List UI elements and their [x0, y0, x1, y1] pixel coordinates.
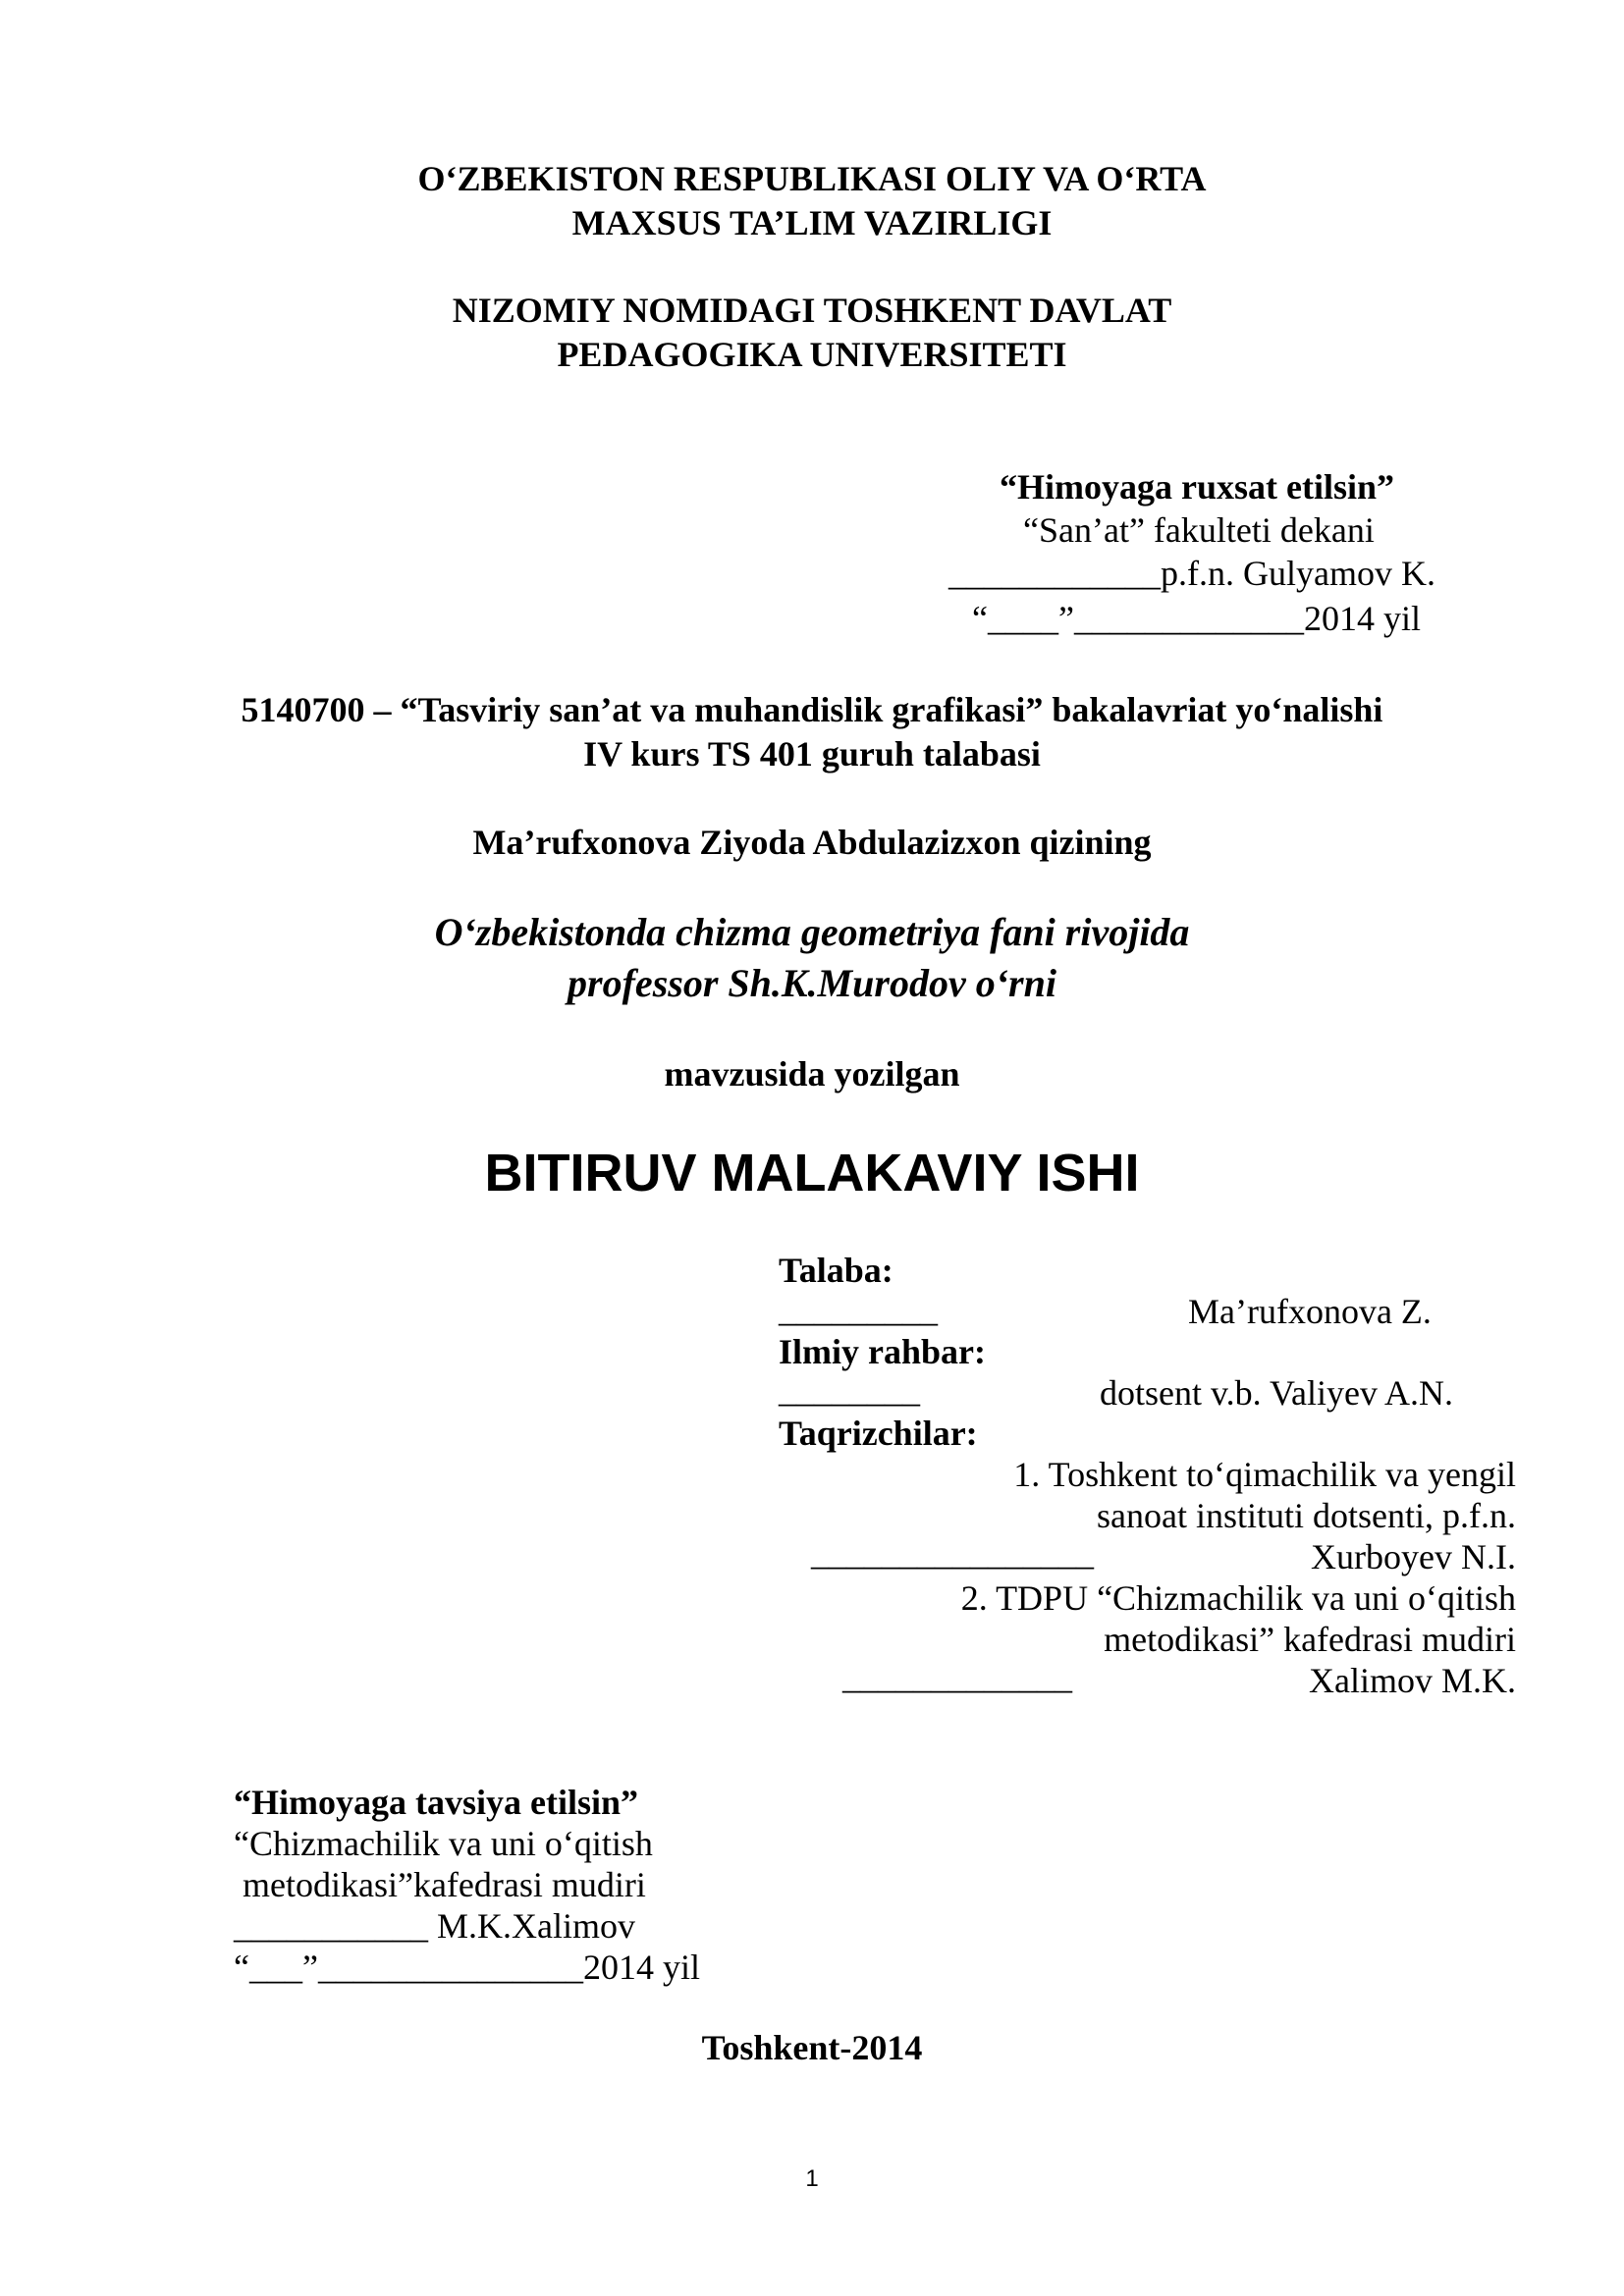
program-line-1: 5140700 – “Tasviriy san’at va muhandislik grafikasi” bakalavriat yo‘nalishi [241, 690, 1383, 729]
ministry-line-2: MAXSUS TA’LIM VAZIRLIGI [571, 203, 1053, 242]
approval-bottom-title: “Himoyaga tavsiya etilsin” [234, 1783, 638, 1822]
reviewer-2-line-1: 2. TDPU “Chizmachilik va uni o‘qitish [960, 1578, 1516, 1618]
student-name: Ma’rufxonova Z. [1188, 1292, 1432, 1331]
program-line-2: IV kurs TS 401 guruh talabasi [583, 734, 1041, 774]
approval-top-title: “Himoyaga ruxsat etilsin” [1000, 467, 1394, 507]
approval-bottom-line-2: metodikasi”kafedrasi mudiri [234, 1865, 646, 1904]
topic-suffix: mavzusida yozilgan [664, 1054, 960, 1094]
advisor-signature-line: ________ [779, 1370, 920, 1410]
reviewer-1-name: Xurboyev N.I. [1311, 1537, 1516, 1576]
page-number: 1 [805, 2165, 819, 2192]
city-year: Toshkent-2014 [701, 2028, 923, 2067]
reviewer-2-name: Xalimov M.K. [1309, 1661, 1516, 1700]
reviewer-1-signature-line: ________________ [811, 1533, 1094, 1573]
reviewer-1-line-2: sanoat instituti dotsenti, p.f.n. [1097, 1496, 1516, 1535]
advisor-label: Ilmiy rahbar: [779, 1332, 986, 1371]
student-full-name: Ma’rufxonova Ziyoda Abdulazizxon qizining [472, 823, 1152, 862]
university-line-2: PEDAGOGIKA UNIVERSITETI [557, 335, 1067, 374]
reviewers-label: Taqrizchilar: [779, 1414, 978, 1453]
topic-line-2: professor Sh.K.Murodov o‘rni [568, 961, 1056, 1005]
approval-bottom-line-1: “Chizmachilik va uni o‘qitish [234, 1824, 653, 1863]
approval-top-line-3: “____”_____________2014 yil [972, 599, 1421, 638]
approval-top-line-2: ____________p.f.n. Gulyamov K. [948, 554, 1435, 593]
advisor-name: dotsent v.b. Valiyev A.N. [1100, 1373, 1453, 1413]
topic-line-1: O‘zbekistonda chizma geometriya fani rivojida [434, 910, 1190, 954]
student-label: Talaba: [779, 1251, 893, 1290]
student-signature-line: _________ [779, 1290, 938, 1329]
reviewer-2-line-2: metodikasi” kafedrasi mudiri [1104, 1620, 1516, 1659]
ministry-line-1: O‘ZBEKISTON RESPUBLIKASI OLIY VA O‘RTA [417, 159, 1207, 198]
document-type-title: BITIRUV MALAKAVIY ISHI [484, 1144, 1140, 1202]
approval-bottom-line-3: ___________ M.K.Xalimov [234, 1906, 635, 1946]
approval-bottom-line-4: “___”_______________2014 yil [234, 1948, 700, 1987]
university-line-1: NIZOMIY NOMIDAGI TOSHKENT DAVLAT [452, 291, 1172, 330]
reviewer-2-signature-line: _____________ [842, 1657, 1072, 1696]
reviewer-1-line-1: 1. Toshkent to‘qimachilik va yengil [1013, 1455, 1516, 1494]
approval-top-line-1: “San’at” fakulteti dekani [1023, 510, 1375, 550]
